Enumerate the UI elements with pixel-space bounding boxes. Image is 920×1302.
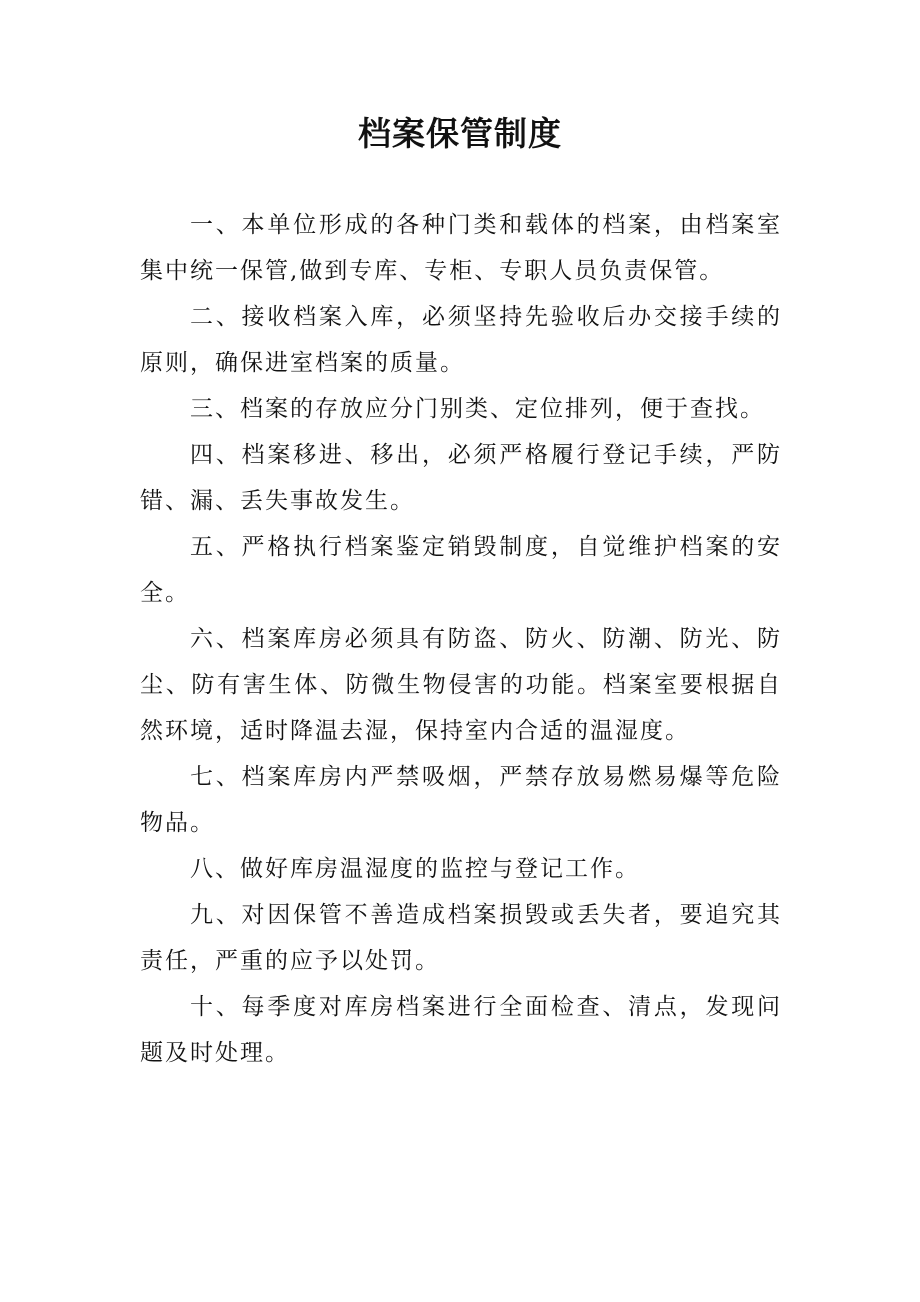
- paragraph-2: 二、接收档案入库，必须坚持先验收后办交接手续的原则，确保进室档案的质量。: [140, 304, 782, 376]
- paragraph-10: 十、每季度对库房档案进行全面检查、清点，发现问题及时处理。: [140, 994, 782, 1066]
- paragraph-8: 八、做好库房温湿度的监控与登记工作。: [190, 856, 640, 882]
- paragraph-9: 九、对因保管不善造成档案损毁或丢失者，要追究其责任，严重的应予以处罚。: [140, 902, 782, 974]
- paragraph-3: 三、档案的存放应分门别类、定位排列，便于查找。: [190, 396, 765, 422]
- paragraph-1: 一、本单位形成的各种门类和载体的档案，由档案室集中统一保管,做到专库、专柜、专职人员负责保管。: [140, 212, 782, 284]
- paragraph-7: 七、档案库房内严禁吸烟，严禁存放易燃易爆等危险物品。: [140, 764, 782, 836]
- document-body: [140, 202, 782, 1076]
- paragraph-4: 四、档案移进、移出，必须严格履行登记手续，严防错、漏、丢失事故发生。: [140, 442, 782, 514]
- paragraph-6: 六、档案库房必须具有防盗、防火、防潮、防光、防尘、防有害生体、防微生物侵害的功能。档案室要根据自然环境，适时降温去湿，保持室内合适的温湿度。: [140, 626, 782, 744]
- document-title: 档案保管制度: [358, 114, 562, 153]
- paragraph-5: 五、严格执行档案鉴定销毁制度，自觉维护档案的安全。: [140, 534, 782, 606]
